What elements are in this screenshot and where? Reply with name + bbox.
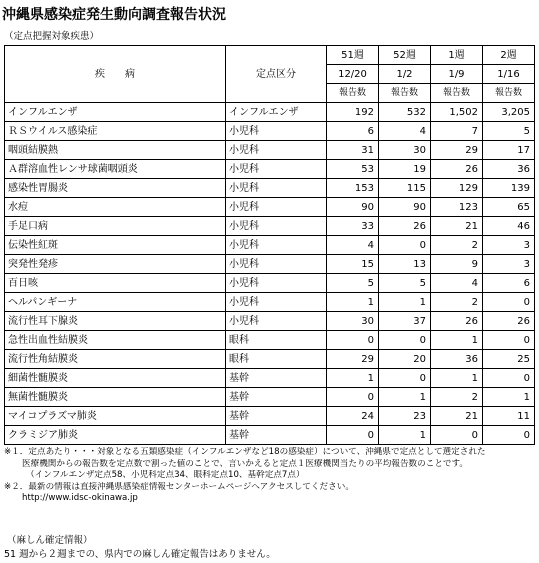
count-cell: 0 — [327, 331, 379, 350]
count-cell: 0 — [327, 426, 379, 445]
count-cell: 0 — [379, 331, 431, 350]
table-row — [5, 312, 535, 331]
count-cell: 2 — [431, 293, 483, 312]
category-cell: 眼科 — [226, 331, 327, 350]
disease-cell: 急性出血性結膜炎 — [5, 331, 226, 350]
disease-cell: ＲＳウイルス感染症 — [5, 122, 226, 141]
category-cell: 小児科 — [226, 312, 327, 331]
count-cell: 6 — [483, 274, 535, 293]
disease-header: 疾 病 — [5, 46, 226, 103]
count-cell: 37 — [379, 312, 431, 331]
count-label: 報告数 — [327, 84, 379, 103]
table-row — [5, 388, 535, 407]
count-cell: 31 — [327, 141, 379, 160]
category-cell: 小児科 — [226, 293, 327, 312]
table-row — [5, 141, 535, 160]
measles-title: （麻しん確定情報） — [7, 535, 93, 546]
count-cell: 123 — [431, 198, 483, 217]
count-cell: 192 — [327, 103, 379, 122]
category-cell: 小児科 — [226, 217, 327, 236]
table-row — [5, 426, 535, 445]
count-cell: 26 — [431, 160, 483, 179]
table-row — [5, 236, 535, 255]
count-cell: 4 — [431, 274, 483, 293]
count-cell: 3 — [483, 255, 535, 274]
category-cell: 小児科 — [226, 141, 327, 160]
disease-cell: 流行性耳下腺炎 — [5, 312, 226, 331]
disease-cell: インフルエンザ — [5, 103, 226, 122]
count-cell: 26 — [431, 312, 483, 331]
count-cell: 1 — [431, 331, 483, 350]
disease-cell: 水痘 — [5, 198, 226, 217]
disease-cell: 突発性発疹 — [5, 255, 226, 274]
disease-cell: 咽頭結膜熱 — [5, 141, 226, 160]
footnote-1-line-3: （インフルエンザ定点58、小児科定点34、眼科定点10、基幹定点7点） — [26, 470, 305, 480]
count-cell: 532 — [379, 103, 431, 122]
count-cell: 4 — [327, 236, 379, 255]
count-cell: 1 — [483, 388, 535, 407]
category-cell: 小児科 — [226, 274, 327, 293]
count-cell: 1 — [379, 426, 431, 445]
table-body — [5, 103, 535, 445]
table-row — [5, 255, 535, 274]
count-cell: 1 — [379, 388, 431, 407]
disease-cell: 百日咳 — [5, 274, 226, 293]
count-cell: 36 — [431, 350, 483, 369]
count-cell: 21 — [431, 217, 483, 236]
count-cell: 17 — [483, 141, 535, 160]
count-cell: 0 — [483, 426, 535, 445]
category-header: 定点区分 — [226, 46, 327, 103]
category-cell: 小児科 — [226, 198, 327, 217]
count-cell: 5 — [327, 274, 379, 293]
count-cell: 0 — [483, 293, 535, 312]
count-label: 報告数 — [379, 84, 431, 103]
footnote-2-line-1: ※２．最新の情報は直接沖縄県感染症情報センターホームページへアクセスしてください。 — [4, 481, 354, 492]
count-cell: 53 — [327, 160, 379, 179]
count-cell: 29 — [327, 350, 379, 369]
table-row — [5, 122, 535, 141]
count-cell: 9 — [431, 255, 483, 274]
count-cell: 90 — [379, 198, 431, 217]
table-row — [5, 179, 535, 198]
count-cell: 1 — [327, 293, 379, 312]
count-cell: 2 — [431, 388, 483, 407]
table-row — [5, 293, 535, 312]
count-cell: 46 — [483, 217, 535, 236]
disease-cell: 伝染性紅斑 — [5, 236, 226, 255]
count-cell: 7 — [431, 122, 483, 141]
category-cell: 基幹 — [226, 426, 327, 445]
count-cell: 5 — [379, 274, 431, 293]
disease-cell: 無菌性髄膜炎 — [5, 388, 226, 407]
week-header: 52週 — [379, 46, 431, 65]
footnote-2-url: http://www.idsc-okinawa.jp — [22, 493, 138, 503]
count-cell: 153 — [327, 179, 379, 198]
table-row — [5, 160, 535, 179]
count-cell: 15 — [327, 255, 379, 274]
count-cell: 13 — [379, 255, 431, 274]
count-cell: 1 — [379, 293, 431, 312]
count-cell: 3,205 — [483, 103, 535, 122]
disease-cell: マイコプラズマ肺炎 — [5, 407, 226, 426]
date-header: 12/20 — [327, 65, 379, 84]
week-header: 1週 — [431, 46, 483, 65]
disease-cell: Ａ群溶血性レンサ球菌咽頭炎 — [5, 160, 226, 179]
date-header: 1/16 — [483, 65, 535, 84]
count-cell: 1 — [431, 369, 483, 388]
count-cell: 30 — [327, 312, 379, 331]
count-cell: 25 — [483, 350, 535, 369]
count-cell: 0 — [327, 388, 379, 407]
table-row — [5, 407, 535, 426]
count-cell: 26 — [379, 217, 431, 236]
count-cell: 0 — [379, 369, 431, 388]
count-cell: 36 — [483, 160, 535, 179]
count-cell: 19 — [379, 160, 431, 179]
table-row — [5, 369, 535, 388]
page-subtitle: （定点把握対象疾患） — [4, 31, 100, 42]
category-cell: 小児科 — [226, 179, 327, 198]
count-cell: 33 — [327, 217, 379, 236]
count-cell: 20 — [379, 350, 431, 369]
footnote-1-line-1: ※１．定点あたり・・・対象となる五類感染症（インフルエンザなど18の感染症）について、沖縄県で定点として選定された — [4, 447, 486, 457]
header-row-weeks — [5, 46, 535, 65]
count-label: 報告数 — [483, 84, 535, 103]
count-cell: 0 — [431, 426, 483, 445]
category-cell: 基幹 — [226, 407, 327, 426]
disease-cell: ヘルパンギーナ — [5, 293, 226, 312]
count-cell: 3 — [483, 236, 535, 255]
measles-text: 51 週から２週までの、県内での麻しん確定報告はありません。 — [4, 549, 276, 560]
category-cell: 小児科 — [226, 160, 327, 179]
count-cell: 6 — [327, 122, 379, 141]
week-header: 51週 — [327, 46, 379, 65]
count-cell: 0 — [483, 369, 535, 388]
footnotes — [4, 447, 534, 505]
count-cell: 0 — [379, 236, 431, 255]
count-cell: 1 — [327, 369, 379, 388]
count-cell: 30 — [379, 141, 431, 160]
count-cell: 90 — [327, 198, 379, 217]
table-row — [5, 274, 535, 293]
count-cell: 129 — [431, 179, 483, 198]
category-cell: 眼科 — [226, 350, 327, 369]
count-cell: 139 — [483, 179, 535, 198]
count-cell: 0 — [483, 331, 535, 350]
table-row — [5, 217, 535, 236]
footnote-1-line-2: 医療機関からの報告数を定点数で割った値のことで、言いかえると定点１医療機関当たりの平均報告数のことです。 — [22, 458, 469, 469]
count-cell: 11 — [483, 407, 535, 426]
category-cell: 小児科 — [226, 255, 327, 274]
category-cell: 小児科 — [226, 122, 327, 141]
count-label: 報告数 — [431, 84, 483, 103]
disease-cell: クラミジア肺炎 — [5, 426, 226, 445]
count-cell: 23 — [379, 407, 431, 426]
table-row — [5, 331, 535, 350]
category-cell: インフルエンザ — [226, 103, 327, 122]
count-cell: 5 — [483, 122, 535, 141]
count-cell: 2 — [431, 236, 483, 255]
category-cell: 基幹 — [226, 369, 327, 388]
count-cell: 65 — [483, 198, 535, 217]
disease-cell: 感染性胃腸炎 — [5, 179, 226, 198]
week-header: 2週 — [483, 46, 535, 65]
count-cell: 21 — [431, 407, 483, 426]
table-row — [5, 350, 535, 369]
page-title: 沖縄県感染症発生動向調査報告状況 — [2, 7, 226, 23]
disease-cell: 細菌性髄膜炎 — [5, 369, 226, 388]
count-cell: 115 — [379, 179, 431, 198]
count-cell: 29 — [431, 141, 483, 160]
report-table — [4, 45, 535, 445]
category-cell: 基幹 — [226, 388, 327, 407]
disease-cell: 手足口病 — [5, 217, 226, 236]
count-cell: 26 — [483, 312, 535, 331]
table-row — [5, 103, 535, 122]
count-cell: 4 — [379, 122, 431, 141]
date-header: 1/2 — [379, 65, 431, 84]
category-cell: 小児科 — [226, 236, 327, 255]
table-row — [5, 198, 535, 217]
disease-cell: 流行性角結膜炎 — [5, 350, 226, 369]
date-header: 1/9 — [431, 65, 483, 84]
count-cell: 1,502 — [431, 103, 483, 122]
count-cell: 24 — [327, 407, 379, 426]
